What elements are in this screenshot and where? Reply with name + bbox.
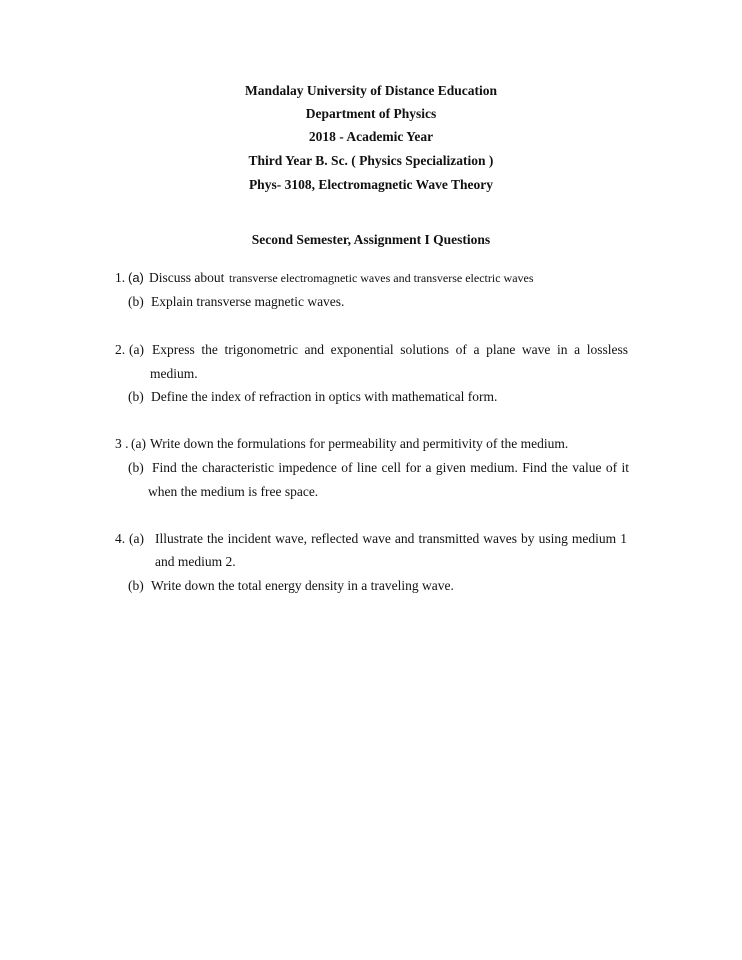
question-2a-text-line-2: medium. [150,366,198,381]
university-name: Mandalay University of Distance Education [244,83,497,98]
assignment-title: Second Semester, Assignment I Questions [251,232,491,247]
question-3b-text-line-2: when the medium is free space. [148,484,319,499]
question-1-number: 1. [115,270,126,285]
department-name: Department of Physics [305,106,437,121]
question-1a-text-rest: transverse electromagnetic waves and transverse electric waves [229,271,534,285]
question-3a-text: Write down the formulations for permeability and permitivity of the medium. [150,436,569,451]
question-3-number: 3 . [115,436,129,451]
question-4a-text-line-2: and medium 2. [155,554,236,569]
question-4b-text: Write down the total energy density in a traveling wave. [151,578,454,593]
question-1a-text-start: Discuss about [149,270,225,285]
question-2a-text-line-1: Express the trigonometric and exponential solutions of a plane wave in a lossless [152,342,628,357]
question-1b-text: Explain transverse magnetic waves. [151,294,345,309]
question-4b-label: (b) [128,578,144,593]
course-title: Phys- 3108, Electromagnetic Wave Theory [248,177,494,192]
question-4a-label: (a) [129,531,144,546]
question-2b-label: (b) [128,389,144,404]
question-4a-text-line-1: Illustrate the incident wave, reflected wave and transmitted waves by using medium 1 [155,531,627,546]
year-program: Third Year B. Sc. ( Physics Specialization ) [248,153,494,168]
question-4-number: 4. [115,531,126,546]
question-3b-text-line-1: Find the characteristic impedence of line cell for a given medium. Find the value of it [152,460,629,475]
question-3b-label: (b) [128,460,144,475]
question-2-number: 2. [115,342,126,357]
question-3a-label: (a) [131,436,146,451]
question-2a-label: (a) [129,342,144,357]
question-1a-label: (a) [128,270,144,285]
question-1b-label: (b) [128,294,144,309]
question-2b-text: Define the index of refraction in optics with mathematical form. [151,389,498,404]
academic-year: 2018 - Academic Year [308,129,434,144]
